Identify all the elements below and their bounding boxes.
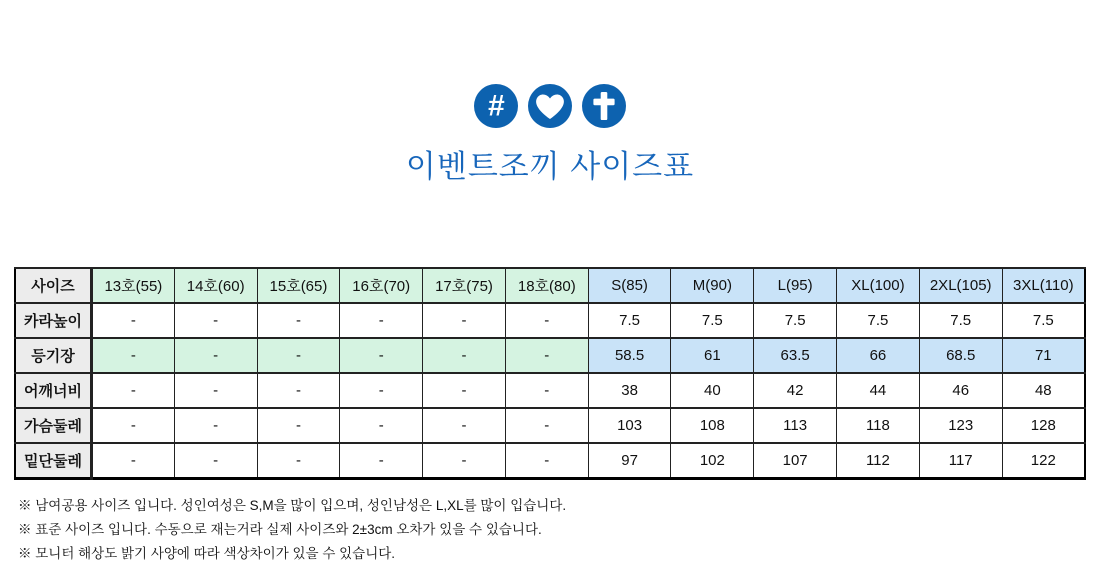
table-row [15,443,1085,479]
value-cell: - [174,443,257,479]
value-cell: 113 [754,408,837,443]
column-header: 3XL(110) [1002,268,1085,303]
value-cell: - [257,338,340,373]
value-cell: 7.5 [588,303,671,338]
value-cell: 63.5 [754,338,837,373]
column-header: 15호(65) [257,268,340,303]
value-cell: 42 [754,373,837,408]
row-label: 카라높이 [15,303,92,338]
value-cell: - [423,373,506,408]
size-table [14,267,1086,480]
column-header: 2XL(105) [919,268,1002,303]
column-header: L(95) [754,268,837,303]
value-cell: - [92,443,175,479]
value-cell: - [423,338,506,373]
value-cell: 122 [1002,443,1085,479]
cross-icon [582,84,626,128]
value-cell: - [92,373,175,408]
value-cell: 68.5 [919,338,1002,373]
page-title: 이벤트조끼 사이즈표 [405,149,695,184]
value-cell: - [340,443,423,479]
row-label: 등기장 [15,338,92,373]
value-cell: - [174,373,257,408]
table-row [15,303,1085,338]
value-cell: 117 [919,443,1002,479]
value-cell: - [505,373,588,408]
footnote: ※ 남여공용 사이즈 입니다. 성인여성은 S,M을 많이 입으며, 성인남성은 L,XL를 많이 입습니다. [18,498,567,513]
value-cell: - [257,373,340,408]
table-row [15,408,1085,443]
hashtag-icon [474,84,518,128]
value-cell: - [174,408,257,443]
value-cell: - [340,373,423,408]
value-cell: - [257,408,340,443]
value-cell: - [174,338,257,373]
value-cell: - [423,303,506,338]
value-cell: - [174,303,257,338]
value-cell: 102 [671,443,754,479]
value-cell: 108 [671,408,754,443]
row-label: 어깨너비 [15,373,92,408]
svg-text:#: # [487,89,505,123]
value-cell: 66 [837,338,920,373]
value-cell: 7.5 [919,303,1002,338]
value-cell: 118 [837,408,920,443]
value-cell: 44 [837,373,920,408]
value-cell: 7.5 [671,303,754,338]
value-cell: 38 [588,373,671,408]
value-cell: - [423,408,506,443]
value-cell: 112 [837,443,920,479]
row-label: 밑단둘레 [15,443,92,479]
value-cell: - [423,443,506,479]
table-row [15,338,1085,373]
column-header: 17호(75) [423,268,506,303]
column-header: M(90) [671,268,754,303]
value-cell: 7.5 [1002,303,1085,338]
value-cell: 46 [919,373,1002,408]
value-cell: - [340,408,423,443]
footnote: ※ 모니터 해상도 밝기 사양에 따라 색상차이가 있을 수 있습니다. [18,546,396,561]
value-cell: 128 [1002,408,1085,443]
value-cell: 71 [1002,338,1085,373]
value-cell: 107 [754,443,837,479]
column-header: 14호(60) [174,268,257,303]
value-cell: - [505,408,588,443]
header-icons [0,84,1100,128]
value-cell: 61 [671,338,754,373]
value-cell: - [340,303,423,338]
value-cell: 48 [1002,373,1085,408]
header-row [15,268,1085,303]
value-cell: - [505,443,588,479]
value-cell: - [92,303,175,338]
value-cell: 103 [588,408,671,443]
value-cell: 40 [671,373,754,408]
column-header: XL(100) [837,268,920,303]
footnotes [18,494,566,566]
value-cell: - [257,303,340,338]
value-cell: 58.5 [588,338,671,373]
size-corner-header: 사이즈 [15,268,92,303]
value-cell: - [92,338,175,373]
value-cell: - [340,338,423,373]
row-label: 가슴둘레 [15,408,92,443]
value-cell: - [92,408,175,443]
table-row [15,373,1085,408]
column-header: 18호(80) [505,268,588,303]
value-cell: 7.5 [837,303,920,338]
value-cell: 97 [588,443,671,479]
column-header: 16호(70) [340,268,423,303]
value-cell: 123 [919,408,1002,443]
value-cell: 7.5 [754,303,837,338]
value-cell: - [257,443,340,479]
column-header: S(85) [588,268,671,303]
value-cell: - [505,338,588,373]
column-header: 13호(55) [92,268,175,303]
value-cell: - [505,303,588,338]
heart-icon [528,84,572,128]
footnote: ※ 표준 사이즈 입니다. 수동으로 재는거라 실제 사이즈와 2±3cm 오차가 있을 수 있습니다. [18,522,542,537]
